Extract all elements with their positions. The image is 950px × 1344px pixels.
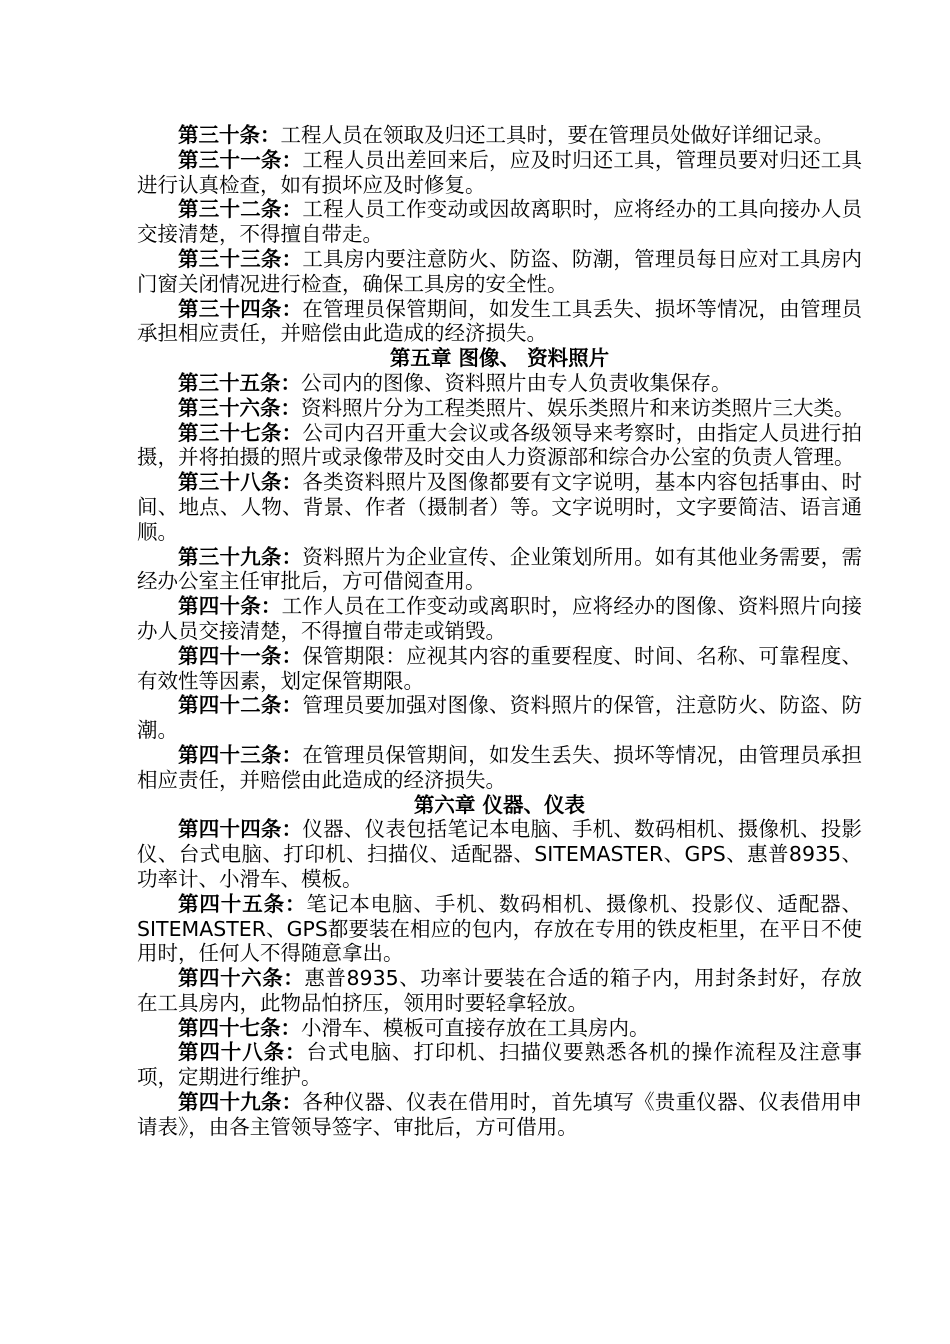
article-text: 保管期限：应视其内容的重要程度、时间、名称、可靠程度、有效性等因素，划定保管期限。 <box>137 643 862 693</box>
article-text: 工程人员工作变动或因故离职时，应将经办的工具向接办人员交接清楚，不得擅自带走。 <box>137 197 862 247</box>
article-text: 管理员要加强对图像、资料照片的保管，注意防火、防盗、防潮。 <box>137 693 862 743</box>
article-number: 第四十九条： <box>178 1090 303 1115</box>
article-44 <box>137 817 862 891</box>
article-text: 台式电脑、打印机、扫描仪要熟悉各机的操作流程及注意事项，定期进行维护。 <box>137 1040 863 1090</box>
article-number: 第四十一条： <box>178 643 303 668</box>
article-number: 第三十条： <box>178 123 281 147</box>
article-number: 第三十二条： <box>178 197 303 222</box>
article-number: 第四十八条： <box>178 1040 307 1065</box>
article-38 <box>137 470 862 544</box>
article-40 <box>137 594 862 644</box>
article-number: 第四十二条： <box>178 693 303 718</box>
article-number: 第四十条： <box>178 594 282 619</box>
article-text: 资料照片为企业宣传、企业策划所用。如有其他业务需要，需经办公室主任审批后，方可借阅查用。 <box>137 544 862 594</box>
chapter-heading: 第五章 图像、 资料照片 <box>389 346 610 371</box>
article-36 <box>137 396 862 421</box>
article-49 <box>137 1090 862 1140</box>
article-text: 工作人员在工作变动或离职时，应将经办的图像、资料照片向接办人员交接清楚，不得擅自带走或销毁。 <box>137 594 862 643</box>
article-number: 第三十七条： <box>178 420 303 445</box>
article-43 <box>137 743 862 793</box>
article-number: 第四十五条： <box>178 891 307 916</box>
article-47 <box>137 1016 862 1041</box>
article-number: 第三十八条： <box>178 470 303 495</box>
article-text: 在管理员保管期间，如发生工具丢失、损坏等情况，由管理员承担相应责任，并赔偿由此造成的经济损失。 <box>137 296 862 346</box>
article-text: 各类资料照片及图像都要有文字说明，基本内容包括事由、时间、地点、人物、背景、作者（摄制者）等。文字说明时，文字要简洁、语言通顺。 <box>137 470 862 544</box>
article-number: 第三十九条： <box>178 544 303 569</box>
article-text: 各种仪器、仪表在借用时，首先填写《贵重仪器、仪表借用申请表》，由各主管领导签字、审批后，方可借用。 <box>137 1090 862 1139</box>
article-33 <box>137 247 862 297</box>
article-text: 工程人员出差回来后，应及时归还工具，管理员要对归还工具进行认真检查，如有损坏应及时修复。 <box>137 147 862 197</box>
article-39 <box>137 545 862 595</box>
article-37 <box>137 421 862 471</box>
article-number: 第四十六条： <box>178 966 305 991</box>
article-text: 仪器、仪表包括笔记本电脑、手机、数码相机、摄像机、投影仪、台式电脑、打印机、扫描仪、适配器、SITEMASTER、GPS、惠普8935、功率计、小滑车、模板。 <box>137 817 862 891</box>
article-text: 在管理员保管期间，如发生丢失、损坏等情况，由管理员承担相应责任，并赔偿由此造成的经济损失。 <box>137 742 862 792</box>
article-text: 笔记本电脑、手机、数码相机、摄像机、投影仪、适配器、SITEMASTER、GPS都要装在相应的包内，存放在专用的铁皮柜里，在平日不使用时，任何人不得随意拿出。 <box>137 891 863 966</box>
article-42 <box>137 693 862 743</box>
article-number: 第四十四条： <box>178 817 303 842</box>
article-32 <box>137 197 862 247</box>
article-text: 惠普8935、功率计要装在合适的箱子内，用封条封好，存放在工具房内，此物品怕挤压，领用时要轻拿轻放。 <box>137 966 863 1015</box>
article-text: 公司内的图像、资料照片由专人负责收集保存。 <box>301 370 732 395</box>
article-text: 小滑车、模板可直接存放在工具房内。 <box>301 1015 650 1040</box>
article-number: 第四十七条： <box>178 1015 301 1040</box>
article-text: 工程人员在领取及归还工具时，要在管理员处做好详细记录。 <box>280 123 834 147</box>
article-46 <box>137 966 862 1016</box>
document-page <box>137 123 862 1140</box>
article-number: 第三十三条： <box>178 246 303 271</box>
article-34 <box>137 297 862 347</box>
article-41 <box>137 644 862 694</box>
article-number: 第四十三条： <box>178 742 303 767</box>
article-30 <box>137 123 862 148</box>
article-number: 第三十五条： <box>178 370 301 395</box>
article-number: 第三十一条： <box>178 147 303 172</box>
article-number: 第三十六条： <box>178 395 301 420</box>
article-text: 资料照片分为工程类照片、娱乐类照片和来访类照片三大类。 <box>301 395 855 420</box>
article-48 <box>137 1040 862 1090</box>
article-45 <box>137 892 862 966</box>
article-text: 工具房内要注意防火、防盗、防潮，管理员每日应对工具房内门窗关闭情况进行检查，确保工具房的安全性。 <box>137 246 862 296</box>
article-35 <box>137 371 862 396</box>
chapter-heading: 第六章 仪器、仪表 <box>413 792 586 817</box>
article-number: 第三十四条： <box>178 296 303 321</box>
article-31 <box>137 148 862 198</box>
article-text: 公司内召开重大会议或各级领导来考察时，由指定人员进行拍摄，并将拍摄的照片或录像带及时交由人力资源部和综合办公室的负责人管理。 <box>137 420 862 470</box>
